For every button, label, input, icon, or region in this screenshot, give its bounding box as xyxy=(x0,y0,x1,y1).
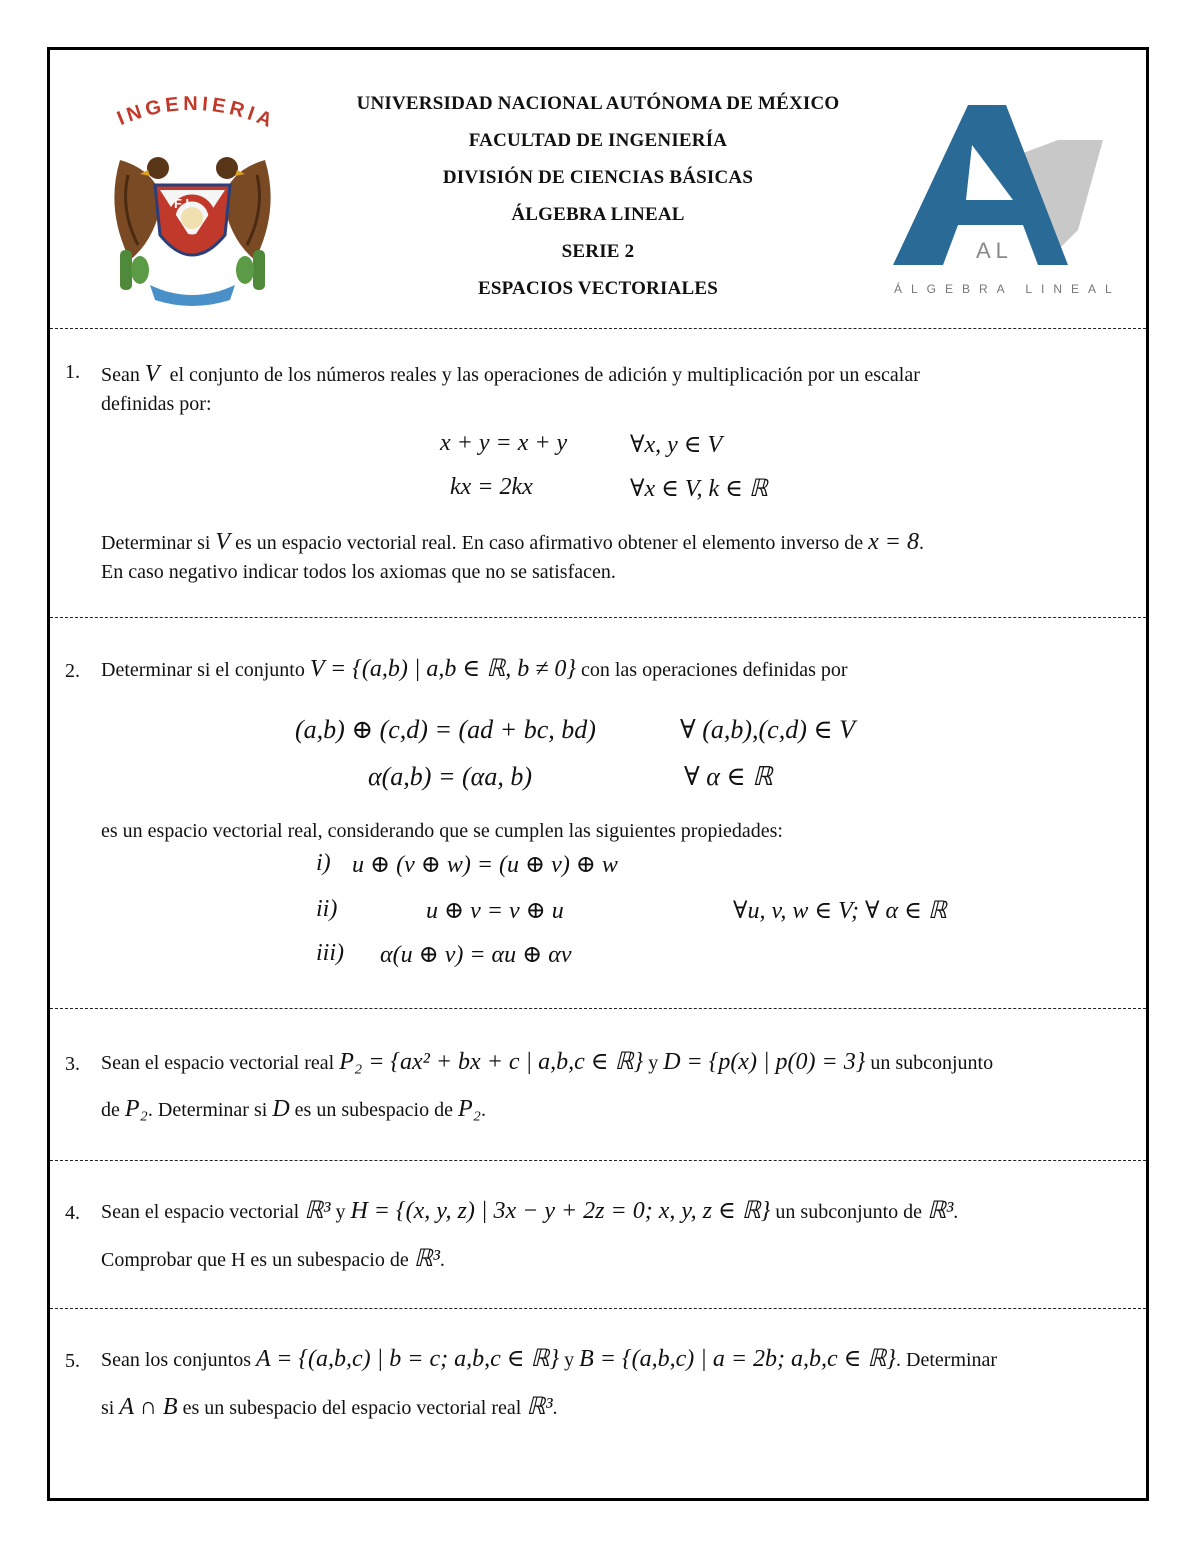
math-space: ℝ³ xyxy=(304,1198,331,1224)
separator xyxy=(50,617,1146,618)
set-definition: B = {(a,b,c) | a = 2b; a,b,c ∈ ℝ} xyxy=(579,1346,897,1372)
course-name: ÁLGEBRA LINEAL xyxy=(511,204,685,225)
problem-2-intro xyxy=(101,654,848,683)
problem-5-line-1 xyxy=(101,1344,997,1373)
p2-eq1-right: ∀ (a,b),(c,d) ∈ V xyxy=(680,715,855,744)
text: es un subespacio de xyxy=(294,1099,453,1121)
problem-4-line-2 xyxy=(101,1244,445,1273)
set-definition: P₂ = {ax² + bx + c | a,b,c ∈ ℝ} xyxy=(339,1049,644,1075)
problem-1-question-cont: En caso negativo indicar todos los axiomas que no se satisfacen. xyxy=(101,561,616,583)
problem-number: 3. xyxy=(65,1053,80,1075)
math-expr: x = 8 xyxy=(868,529,920,555)
math-var: V xyxy=(144,361,160,387)
series-number: SERIE 2 xyxy=(561,241,635,262)
text: es un espacio vectorial real. En caso afirmativo obtener el elemento inverso de xyxy=(235,532,864,554)
text: . xyxy=(552,1397,558,1419)
text: Comprobar que H es un subespacio de xyxy=(101,1249,409,1271)
p2-prop-iii-label: iii) xyxy=(316,940,344,966)
p2-prop-iii: α(u ⊕ v) = αu ⊕ αv xyxy=(380,942,572,968)
math-var: V xyxy=(215,529,231,555)
text: un subconjunto de xyxy=(775,1201,923,1223)
text: . xyxy=(953,1201,959,1223)
faculty-name: FACULTAD DE INGENIERÍA xyxy=(468,130,728,151)
problem-3-line-1 xyxy=(101,1047,993,1076)
text: . Determinar si xyxy=(147,1099,268,1121)
logo-caption: ÁLGEBRA LINEAL xyxy=(894,282,1121,296)
separator xyxy=(50,1008,1146,1009)
text: Determinar si el conjunto xyxy=(101,659,305,681)
set-definition: D = {p(x) | p(0) = 3} xyxy=(663,1049,866,1075)
p1-eq2-right: ∀x ∈ V, k ∈ ℝ xyxy=(630,476,768,502)
text: Sean xyxy=(101,364,140,386)
p2-prop-i-label: i) xyxy=(316,850,331,876)
text: un subconjunto xyxy=(870,1052,994,1074)
problem-number: 1. xyxy=(65,361,80,383)
p2-eq2-left: α(a,b) = (αa, b) xyxy=(368,762,532,791)
text: Sean el espacio vectorial real xyxy=(101,1052,335,1074)
p1-eq1-right: ∀x, y ∈ V xyxy=(630,432,723,458)
algebra-lineal-logo xyxy=(888,100,1128,305)
text: y xyxy=(564,1349,575,1371)
set-definition: V = {(a,b) | a,b ∈ ℝ, b ≠ 0} xyxy=(309,656,576,682)
problem-number: 2. xyxy=(65,660,80,682)
p2-prop-ii-label: ii) xyxy=(316,896,338,922)
separator xyxy=(50,1308,1146,1309)
page-frame xyxy=(47,47,1149,1501)
p1-eq2-left: kx = 2kx xyxy=(450,474,533,500)
p2-eq2-right: ∀ α ∈ ℝ xyxy=(684,762,773,791)
seal-arc-text: INGENIERIA xyxy=(114,92,279,134)
university-name: UNIVERSIDAD NACIONAL AUTÓNOMA DE MÉXICO xyxy=(356,93,840,114)
text: si xyxy=(101,1397,115,1419)
p1-eq1-left: x + y = x + y xyxy=(440,430,568,456)
problem-4-line-1 xyxy=(101,1196,958,1225)
text: Determinar si xyxy=(101,532,211,554)
text: Sean el espacio vectorial xyxy=(101,1201,300,1223)
faculty-seal-logo xyxy=(100,90,285,310)
math-space: ℝ³ xyxy=(413,1246,440,1272)
text: el conjunto de los números reales y las operaciones de adición y multiplicación por un escalar xyxy=(169,364,920,386)
problem-2-conditions-intro: es un espacio vectorial real, considerando que se cumplen las siguientes propiedades: xyxy=(101,820,783,842)
problem-number: 4. xyxy=(65,1202,80,1224)
p2-prop-i: u ⊕ (v ⊕ w) = (u ⊕ v) ⊕ w xyxy=(352,852,618,878)
text: de xyxy=(101,1099,120,1121)
separator xyxy=(50,1160,1146,1161)
math-var: P₂ xyxy=(124,1096,148,1122)
text: y xyxy=(648,1052,659,1074)
problem-1-intro xyxy=(101,361,920,388)
text: y xyxy=(335,1201,346,1223)
text: . xyxy=(439,1249,445,1271)
math-var: D xyxy=(272,1096,290,1122)
text: . xyxy=(919,532,925,554)
text: . Determinar xyxy=(896,1349,998,1371)
division-name: DIVISIÓN DE CIENCIAS BÁSICAS xyxy=(442,167,754,188)
text: . xyxy=(480,1099,486,1121)
series-topic: ESPACIOS VECTORIALES xyxy=(478,278,718,299)
p2-eq1-left: (a,b) ⊕ (c,d) = (ad + bc, bd) xyxy=(295,715,596,744)
problem-number: 5. xyxy=(65,1350,80,1372)
problem-1-question xyxy=(101,529,924,556)
p2-prop-quantifier: ∀u, v, w ∈ V; ∀ α ∈ ℝ xyxy=(733,898,947,924)
p2-prop-ii: u ⊕ v = v ⊕ u xyxy=(426,898,564,924)
problem-5-line-2 xyxy=(101,1392,558,1421)
separator xyxy=(50,328,1146,329)
math-space: ℝ³ xyxy=(526,1394,553,1420)
set-definition: H = {(x, y, z) | 3x − y + 2z = 0; x, y, z ∈ ℝ} xyxy=(350,1198,771,1224)
problem-1-intro-cont: definidas por: xyxy=(101,393,212,415)
text: es un subespacio del espacio vectorial real xyxy=(182,1397,522,1419)
set-definition: A = {(a,b,c) | b = c; a,b,c ∈ ℝ} xyxy=(256,1346,560,1372)
logo-letters: A L xyxy=(976,238,1008,263)
math-space: ℝ³ xyxy=(927,1198,954,1224)
problem-3-line-2 xyxy=(101,1096,486,1123)
text: con las operaciones definidas por xyxy=(580,659,848,681)
text: Sean los conjuntos xyxy=(101,1349,251,1371)
math-var: P₂ xyxy=(457,1096,481,1122)
math-expr: A ∩ B xyxy=(119,1394,178,1420)
seal-monogram: F I xyxy=(174,196,190,211)
